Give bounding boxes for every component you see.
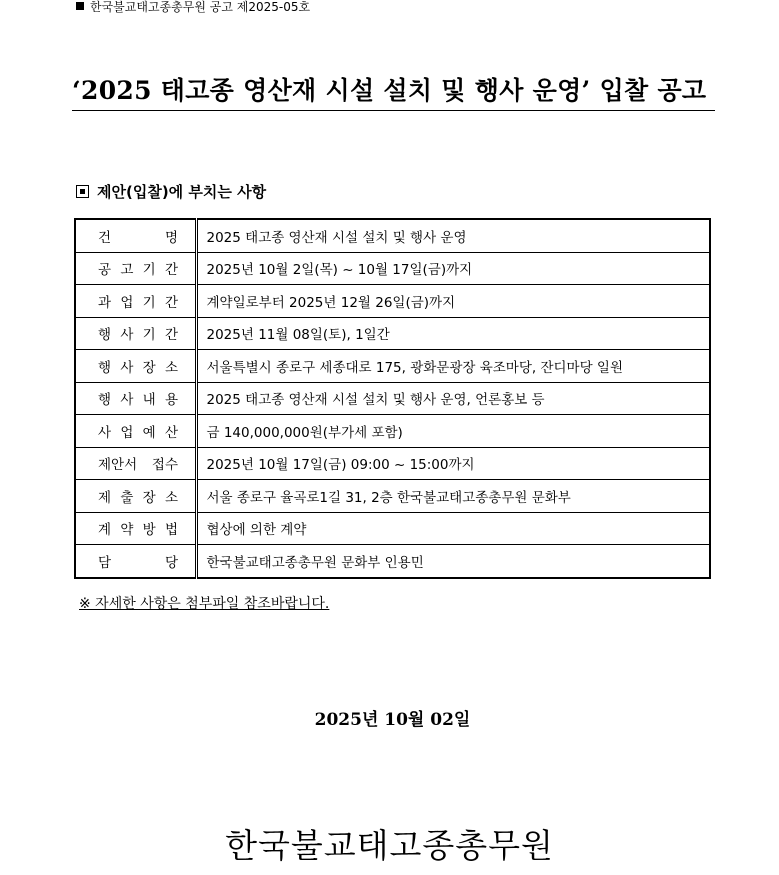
row-label-part: 제안서: [98, 457, 138, 474]
table-row: [75, 545, 710, 578]
row-label-part: 행: [98, 392, 112, 409]
row-label: [75, 415, 196, 448]
row-label-text: [98, 421, 178, 441]
row-value: 2025년 11월 08일(토), 1일간: [196, 317, 710, 350]
row-label-part: 예: [142, 424, 156, 441]
row-label: [75, 219, 196, 252]
row-label-part: 사: [120, 392, 134, 409]
row-value: 2025년 10월 2일(목) ~ 10월 17일(금)까지: [196, 252, 710, 285]
row-label-part: 고: [120, 262, 134, 279]
row-label-text: [98, 226, 178, 246]
attachment-note: ※ 자세한 사항은 첨부파일 참조바랍니다.: [79, 596, 330, 612]
row-label-part: 약: [120, 522, 134, 539]
row-label-part: 소: [164, 359, 178, 376]
table-row: [75, 480, 710, 513]
row-value: 서울특별시 종로구 세종대로 175, 광화문광장 육조마당, 잔디마당 일원: [196, 350, 710, 383]
row-label-text: [98, 291, 178, 311]
row-label-part: 간: [164, 262, 178, 279]
organization-name: 한국불교태고종총무원: [225, 826, 554, 865]
row-label: [75, 350, 196, 383]
row-label-part: 산: [164, 424, 178, 441]
table-row: [75, 382, 710, 415]
row-label-part: 기: [142, 262, 156, 279]
row-label-text: [98, 388, 178, 408]
row-label-part: 사: [120, 359, 134, 376]
row-label-part: 법: [164, 522, 178, 539]
row-label-text: [98, 258, 178, 278]
row-label-part: 간: [164, 327, 178, 344]
row-label-part: 제: [98, 489, 112, 506]
row-label-part: 접수: [151, 457, 178, 474]
row-label: [75, 480, 196, 513]
table-row: [75, 285, 710, 318]
row-label-part: 계: [98, 522, 112, 539]
table-row: [75, 317, 710, 350]
row-label: [75, 382, 196, 415]
row-label-part: 업: [120, 294, 134, 311]
row-label-part: 행: [98, 359, 112, 376]
row-label-part: 기: [142, 294, 156, 311]
row-label: [75, 252, 196, 285]
section-heading: [76, 181, 266, 203]
row-value: 금 140,000,000원(부가세 포함): [196, 415, 710, 448]
row-value: 2025년 10월 17일(금) 09:00 ~ 15:00까지: [196, 447, 710, 480]
row-label-text: [98, 486, 178, 506]
row-label-text: [98, 356, 178, 376]
row-label-part: 공: [98, 262, 112, 279]
row-label-part: 과: [98, 294, 112, 311]
row-value: 협상에 의한 계약: [196, 512, 710, 545]
row-label-part: 용: [164, 392, 178, 409]
row-value: 한국불교태고종총무원 문화부 인용민: [196, 545, 710, 578]
row-label-part: 출: [120, 489, 134, 506]
row-label-part: 명: [164, 229, 178, 246]
boxed-square-icon: [76, 185, 89, 198]
row-value: 계약일로부터 2025년 12월 26일(금)까지: [196, 285, 710, 318]
row-label-part: 간: [164, 294, 178, 311]
row-label-part: 업: [120, 424, 134, 441]
table-row: [75, 512, 710, 545]
row-label: [75, 545, 196, 578]
notice-number: 한국불교태고종총무원 공고 제2025-05호: [90, 0, 311, 14]
table-row: [75, 447, 710, 480]
row-label-part: 방: [142, 522, 156, 539]
row-value: 서울 종로구 율곡로1길 31, 2층 한국불교태고종총무원 문화부: [196, 480, 710, 513]
table-row: [75, 415, 710, 448]
row-value: 2025 태고종 영산재 시설 설치 및 행사 운영, 언론홍보 등: [196, 382, 710, 415]
row-label: [75, 512, 196, 545]
row-label-text: [98, 551, 178, 571]
row-label-part: 소: [164, 489, 178, 506]
row-label-text: [98, 323, 178, 343]
row-label-part: 담: [98, 554, 112, 571]
row-label: [75, 447, 196, 480]
table-row: [75, 252, 710, 285]
row-label-text: [98, 518, 178, 538]
row-label-part: 기: [142, 327, 156, 344]
table-row: [75, 350, 710, 383]
notice-number-line: [76, 0, 310, 14]
row-label-part: 당: [164, 554, 178, 571]
announcement-date: 2025년 10월 02일: [314, 710, 471, 730]
page-title: ‘2025 태고종 영산재 시설 설치 및 행사 운영’ 입찰 공고: [72, 72, 715, 111]
row-label-text: [98, 453, 178, 473]
bid-details-table: [74, 218, 711, 579]
row-label-part: 사: [120, 327, 134, 344]
row-label-part: 건: [98, 229, 112, 246]
row-label-part: 내: [142, 392, 156, 409]
row-label-part: 행: [98, 327, 112, 344]
row-label-part: 사: [98, 424, 112, 441]
row-label-part: 장: [142, 489, 156, 506]
row-label: [75, 285, 196, 318]
row-value: 2025 태고종 영산재 시설 설치 및 행사 운영: [196, 219, 710, 252]
black-square-icon: [76, 2, 84, 10]
row-label: [75, 317, 196, 350]
table-row: [75, 219, 710, 252]
section-heading-text: 제안(입찰)에 부치는 사항: [97, 183, 267, 201]
row-label-part: 장: [142, 359, 156, 376]
